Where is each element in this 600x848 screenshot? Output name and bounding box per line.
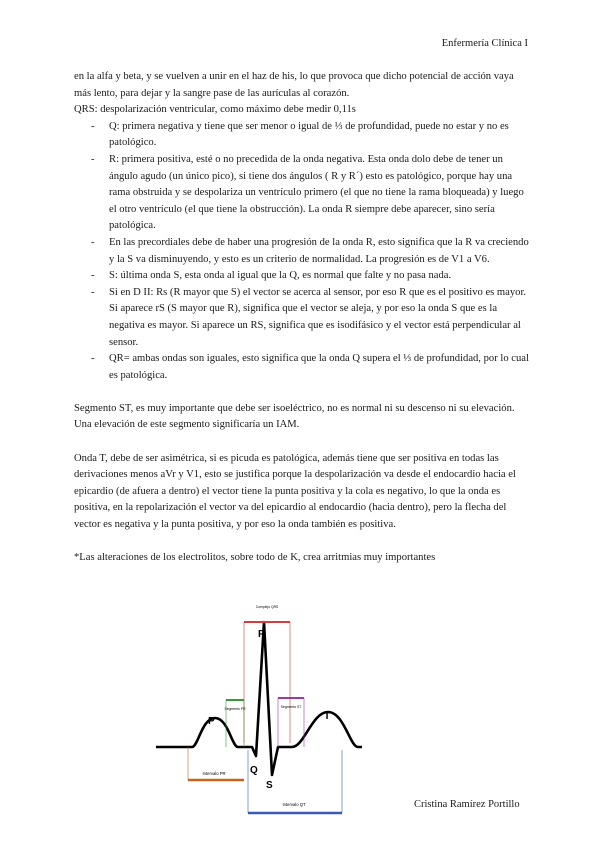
- st-segment-marker: [278, 698, 304, 747]
- t-wave-paragraph: Onda T, debe de ser asimétrica, si es picuda es patológica, además tiene que ser positiva en todas las derivaciones menos aVr y V1, esto se justifica porque la despolarización va desde el endocardio hacia el epicardio (de afuera a dentro) el vector tiene la punta positiva y la cola es negativo, lo que la onda es positiva, en la repolarización el vector va del epicardio al endocardio (hacia dentro), pero la flecha del vector es negativa y la punta positiva, y por eso la onda también es positiva.: [74, 452, 516, 531]
- t-wave-label: T: [324, 711, 331, 722]
- st-segment-label: Segmento ST: [280, 705, 302, 709]
- ecg-trace: [156, 622, 362, 775]
- intro-paragraph: en la alfa y beta, y se vuelven a unir en el haz de his, lo que provoca que dicho potencial de acción vaya más lento, para dejar y la sangre pase de las aurículas al corazón.: [74, 71, 514, 99]
- s-wave-label: S: [266, 780, 273, 791]
- list-item: - R: primera positiva, esté o no precedida de la onda negativa. Esta onda dolo debe de tener un ángulo agudo (un único pico), si tiene dos ángulos ( R y R´) esto es patológico, porque hay una rama obstruida y se despolariza un ventrículo primero (el que no tiene la rama bloqueada) y luego el otro ventrículo (el que tiene la obstrucción). La onda R siempre debe aparecer, sino sería patológica.: [109, 152, 529, 235]
- qt-interval-label: Intervalo QT: [282, 802, 306, 807]
- pr-interval-label: Intervalo PR: [202, 771, 226, 776]
- page-header: [442, 36, 528, 53]
- list-item: - S: última onda S, esta onda al igual que la Q, es normal que falte y no pasa nada.: [109, 268, 529, 285]
- ecg-diagram: [152, 600, 362, 820]
- p-wave-label: P: [208, 716, 215, 727]
- qrs-complex-label: Complejo QRS: [255, 605, 279, 609]
- qrs-list: [74, 119, 529, 385]
- list-item: - En las precordiales debe de haber una progresión de la onda R, esto significa que la R va creciendo y la S va disminuyendo, y esto es un criterio de normalidad. La progresión es de V1 a V6.: [109, 235, 529, 268]
- pr-segment-label: Segmento PR: [224, 707, 246, 711]
- course-title: Enfermería Clínica I: [441, 38, 528, 49]
- qt-interval-marker: [248, 750, 342, 813]
- list-item: - Q: primera negativa y tiene que ser menor o igual de ⅓ de profundidad, puede no estar y no es patológico.: [109, 119, 529, 152]
- author-name: Cristina Ramírez Portillo: [414, 799, 520, 810]
- list-item: - Si en D II: Rs (R mayor que S) el vector se acerca al sensor, por eso R que es el positivo es mayor. Si aparece rS (S mayor que R), significa que el vector se aleja, y por eso la onda S que es la negativa es mayor. Si aparece un RS, significa que es isodifásico y el vector está perpendicular al sensor.: [109, 285, 529, 351]
- pr-segment-marker: [224, 700, 246, 747]
- qrs-heading: QRS: despolarización ventricular, como máximo debe medir 0,11s: [74, 104, 356, 116]
- list-item: - QR= ambas ondas son iguales, esto significa que la onda Q supera el ⅓ de profundidad, por lo cual es patológica.: [109, 351, 529, 384]
- electrolytes-note: *Las alteraciones de los electrolitos, sobre todo de K, crea arritmias muy importantes: [74, 552, 436, 564]
- ecg-svg: [152, 600, 362, 820]
- q-wave-label: Q: [250, 765, 258, 776]
- pr-interval-marker: [188, 747, 244, 780]
- page-footer: [414, 797, 520, 814]
- document-body: [74, 69, 529, 567]
- st-segment-paragraph: Segmento ST, es muy importante que debe ser isoeléctrico, no es normal ni su descenso ni su elevación. Una elevación de este segmento significaría un IAM.: [74, 402, 515, 431]
- r-wave-label: R: [258, 629, 266, 640]
